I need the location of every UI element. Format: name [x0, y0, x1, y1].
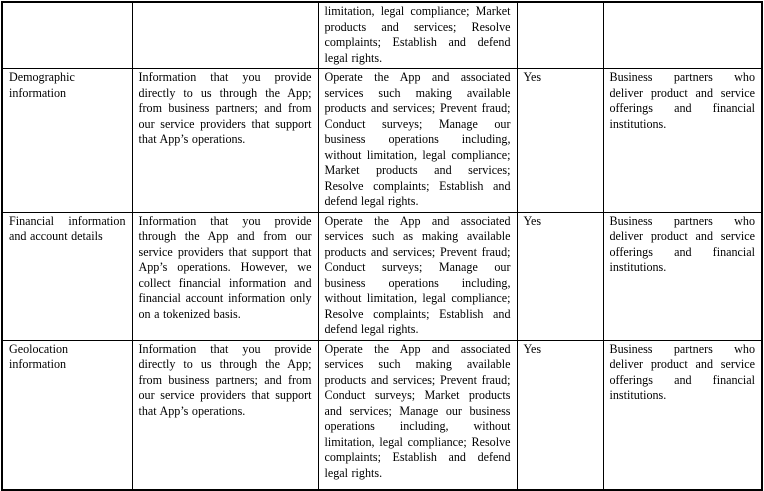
- cell-sold-shared: [517, 2, 603, 69]
- cell-category: Financial information and account details: [2, 212, 132, 340]
- cell-category: [2, 2, 132, 69]
- cell-purpose: Operate the App and associated services such as making available products and services; Prevent fraud; Conduct surveys; Manage our business operations including, without limitation, legal compliance; Resolve complaints; Establish and defend legal rights.: [318, 212, 517, 340]
- table-row: [2, 340, 762, 490]
- cell-category: Geolocation information: [2, 340, 132, 490]
- table-row: [2, 2, 762, 69]
- cell-purpose: Operate the App and associated services such making available products and services; Prevent fraud; Conduct surveys; Market products and services; Manage our business operations including, without limitation, legal compliance; Resolve complaints; Establish and defend legal rights.: [318, 340, 517, 490]
- cell-purpose: limitation, legal compliance; Market products and services; Resolve complaints; Establish and defend legal rights.: [318, 2, 517, 69]
- cell-third-parties: [603, 2, 762, 69]
- table-row: [2, 212, 762, 340]
- document-page: [1, 1, 763, 483]
- cell-source: Information that you provide directly to us through the App; from business partners; and from our service providers that support that App’s operations.: [132, 340, 318, 490]
- table-row: [2, 69, 762, 213]
- cell-source: Information that you provide directly to us through the App; from business partners; and from our service providers that support that App’s operations.: [132, 69, 318, 213]
- cell-third-parties: Business partners who deliver product and service offerings and financial institutions.: [603, 212, 762, 340]
- cell-source: [132, 2, 318, 69]
- cell-source: Information that you provide through the App and from our service providers that support that App’s operations. However, we collect financial information and financial account information only on a tokenized basis.: [132, 212, 318, 340]
- cell-third-parties: Business partners who deliver product and service offerings and financial institutions.: [603, 69, 762, 213]
- cell-category: Demographic information: [2, 69, 132, 213]
- cell-sold-shared: Yes: [517, 340, 603, 490]
- privacy-data-table: [1, 1, 763, 491]
- cell-sold-shared: Yes: [517, 212, 603, 340]
- cell-purpose: Operate the App and associated services such making available products and services; Prevent fraud; Conduct surveys; Manage our business operations including, without limitation, legal compliance; Market products and services; Resolve complaints; Establish and defend legal rights.: [318, 69, 517, 213]
- cell-third-parties: Business partners who deliver product and service offerings and financial institutions.: [603, 340, 762, 490]
- cell-sold-shared: Yes: [517, 69, 603, 213]
